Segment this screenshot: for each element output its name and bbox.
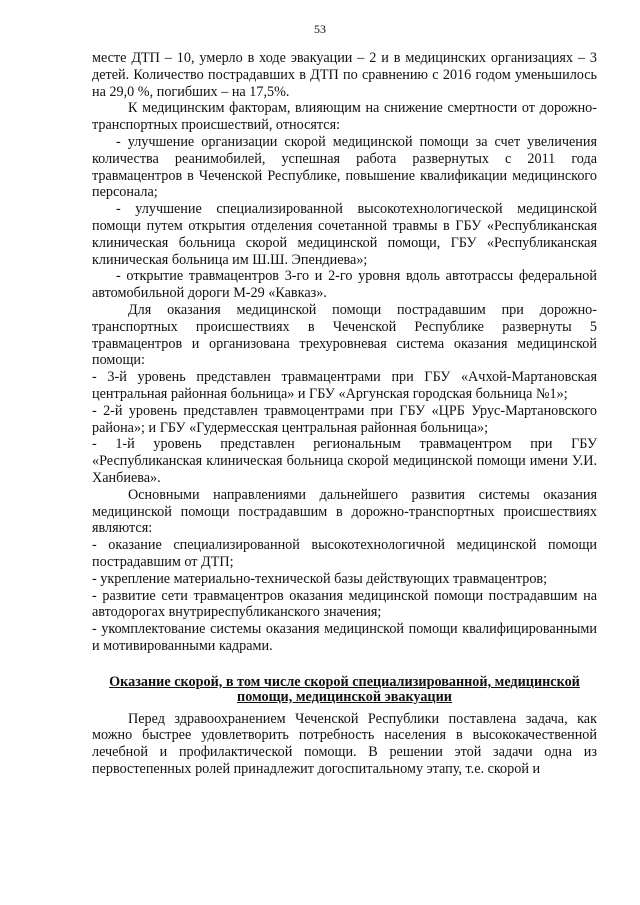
paragraph: Основными направлениями дальнейшего развития системы оказания медицинской помощи пострадавшим в дорожно-транспортных происшествиях являются: xyxy=(92,486,597,537)
list-item: - улучшение организации скорой медицинской помощи за счет увеличения количества реанимобилей, успешная работа развернутых с 2011 года травмацентров в Чеченской Республике, повышение квалификации медицинского персонала; xyxy=(92,133,597,201)
list-item: - улучшение специализированной высокотехнологической медицинской помощи путем открытия отделения сочетанной травмы в ГБУ «Республиканская клиническая больница скорой медицинской помощи, ГБУ «Республиканская клиническая больница им Ш.Ш. Эпендиева»; xyxy=(92,201,597,268)
page-number: 53 xyxy=(314,22,326,36)
list-item: - 2-й уровень представлен травмоцентрами при ГБУ «ЦРБ Урус-Мартановского района»; и ГБУ «Гудермесская центральная районная больница»; xyxy=(92,402,597,436)
section-heading: Оказание скорой, в том числе скорой специализированной, медицинской помощи, медицинской эвакуации xyxy=(109,673,580,705)
list-item: - развитие сети травмацентров оказания медицинской помощи пострадавшим на автодорогах внутриреспубликанского значения; xyxy=(92,587,597,621)
list-item: - открытие травмацентров 3-го и 2-го уровня вдоль автотрассы федеральной автомобильной дороги М-29 «Кавказ». xyxy=(92,268,597,302)
list-item: - оказание специализированной высокотехнологичной медицинской помощи пострадавшим от ДТП; xyxy=(92,537,597,570)
list-item: - 3-й уровень представлен травмацентрами при ГБУ «Ачхой-Мартановская центральная районная больница» и ГБУ «Аргунская городская больница №1»; xyxy=(92,369,597,402)
paragraph: месте ДТП – 10, умерло в ходе эвакуации – 2 и в медицинских организациях – 3 детей. Количество пострадавших в ДТП по сравнению с 2016 годом уменьшилось на 29,0 %, погибших – на 17,5%. xyxy=(92,50,597,100)
body-text xyxy=(92,50,597,778)
list-item: - укомплектование системы оказания медицинской помощи квалифицированными и мотивированными кадрами. xyxy=(92,621,597,654)
paragraph: К медицинским факторам, влияющим на снижение смертности от дорожно-транспортных происшествий, относятся: xyxy=(92,100,597,134)
paragraph: Для оказания медицинской помощи пострадавшим при дорожно-транспортных происшествиях в Чеченской Республике развернуты 5 травмацентров и организована трехуровневая система оказания медицинской помощи: xyxy=(92,301,597,369)
paragraph: Перед здравоохранением Чеченской Республики поставлена задача, как можно быстрее удовлетворить потребность населения в высококачественной лечебной и профилактической помощи. В решении этой задачи одна из первостепенных ролей принадлежит догоспитальному этапу, т.е. скорой и xyxy=(92,710,597,778)
list-item: - укрепление материально-технической базы действующих травмацентров; xyxy=(92,570,548,587)
list-item: - 1-й уровень представлен региональным травмацентром при ГБУ «Республиканская клиническая больница скорой медицинской помощи имени У.И. Ханбиева». xyxy=(92,436,597,486)
